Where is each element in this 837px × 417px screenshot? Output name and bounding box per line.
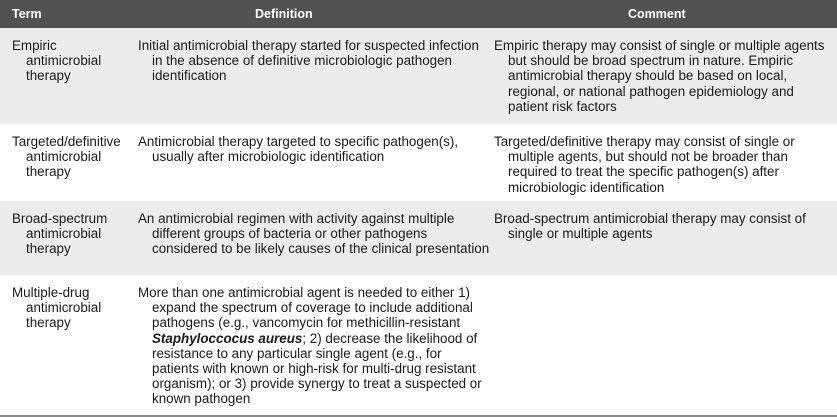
table-row bbox=[0, 124, 837, 201]
term-text: Empiric antimicrobial therapy bbox=[12, 38, 102, 84]
definition-text: Initial antimicrobial therapy started for suspected infection in the absence of definitive microbiologic pathogen identification bbox=[138, 38, 479, 84]
table-row bbox=[0, 201, 837, 275]
definition-text-part-1: More than one antimicrobial agent is needed to either 1) expand the spectrum of coverage to include additional pathogens (e.g., vancomycin for methicillin-resistant bbox=[138, 285, 473, 331]
definition-text: An antimicrobial regimen with activity against multiple different groups of bacteria or other pathogens considered to be likely causes of the clinical presentation bbox=[138, 211, 490, 257]
table-row bbox=[0, 28, 837, 124]
term-text: Broad-spectrum antimicrobial therapy bbox=[12, 211, 108, 257]
term-cell bbox=[12, 285, 132, 331]
table-header bbox=[0, 0, 837, 28]
definition-cell bbox=[138, 38, 490, 84]
table-row bbox=[0, 275, 837, 415]
term-text: Targeted/definitive antimicrobial therapy bbox=[12, 134, 121, 180]
organism-name: Staphyloccocus aureus bbox=[152, 330, 303, 346]
definition-cell bbox=[138, 211, 490, 257]
term-cell bbox=[12, 211, 132, 257]
comment-text: Broad-spectrum antimicrobial therapy may consist of single or multiple agents bbox=[494, 211, 806, 242]
comment-text: Empiric therapy may consist of single or multiple agents but should be broad spectrum in nature. Empiric antimicrobial therapy should be based on local, regional, or national pathogen epidemiology and patient risk factors bbox=[494, 38, 825, 114]
header-definition: Definition bbox=[255, 7, 313, 21]
term-cell bbox=[12, 134, 132, 180]
term-text: Multiple-drug antimicrobial therapy bbox=[12, 285, 102, 331]
comment-text: Targeted/definitive therapy may consist of single or multiple agents, but should not be broader than required to treat the specific pathogen(s) after microbiologic identification bbox=[494, 134, 795, 195]
header-comment: Comment bbox=[628, 7, 686, 21]
comment-cell bbox=[494, 211, 830, 241]
comment-cell bbox=[494, 134, 830, 195]
definition-cell bbox=[138, 285, 490, 407]
definition-cell bbox=[138, 134, 490, 164]
definition-text bbox=[138, 285, 490, 407]
definition-text: Antimicrobial therapy targeted to specific pathogen(s), usually after microbiologic identification bbox=[138, 134, 459, 165]
term-cell bbox=[12, 38, 132, 84]
definition-text-part-2: ; 2) decrease the likelihood of resistance to any particular single agent (e.g., for patients with known or high-risk for multi-drug resistant organism); or 3) provide synergy to treat a suspected or known pathogen bbox=[152, 330, 482, 407]
comment-cell bbox=[494, 38, 830, 114]
header-term: Term bbox=[12, 7, 42, 21]
